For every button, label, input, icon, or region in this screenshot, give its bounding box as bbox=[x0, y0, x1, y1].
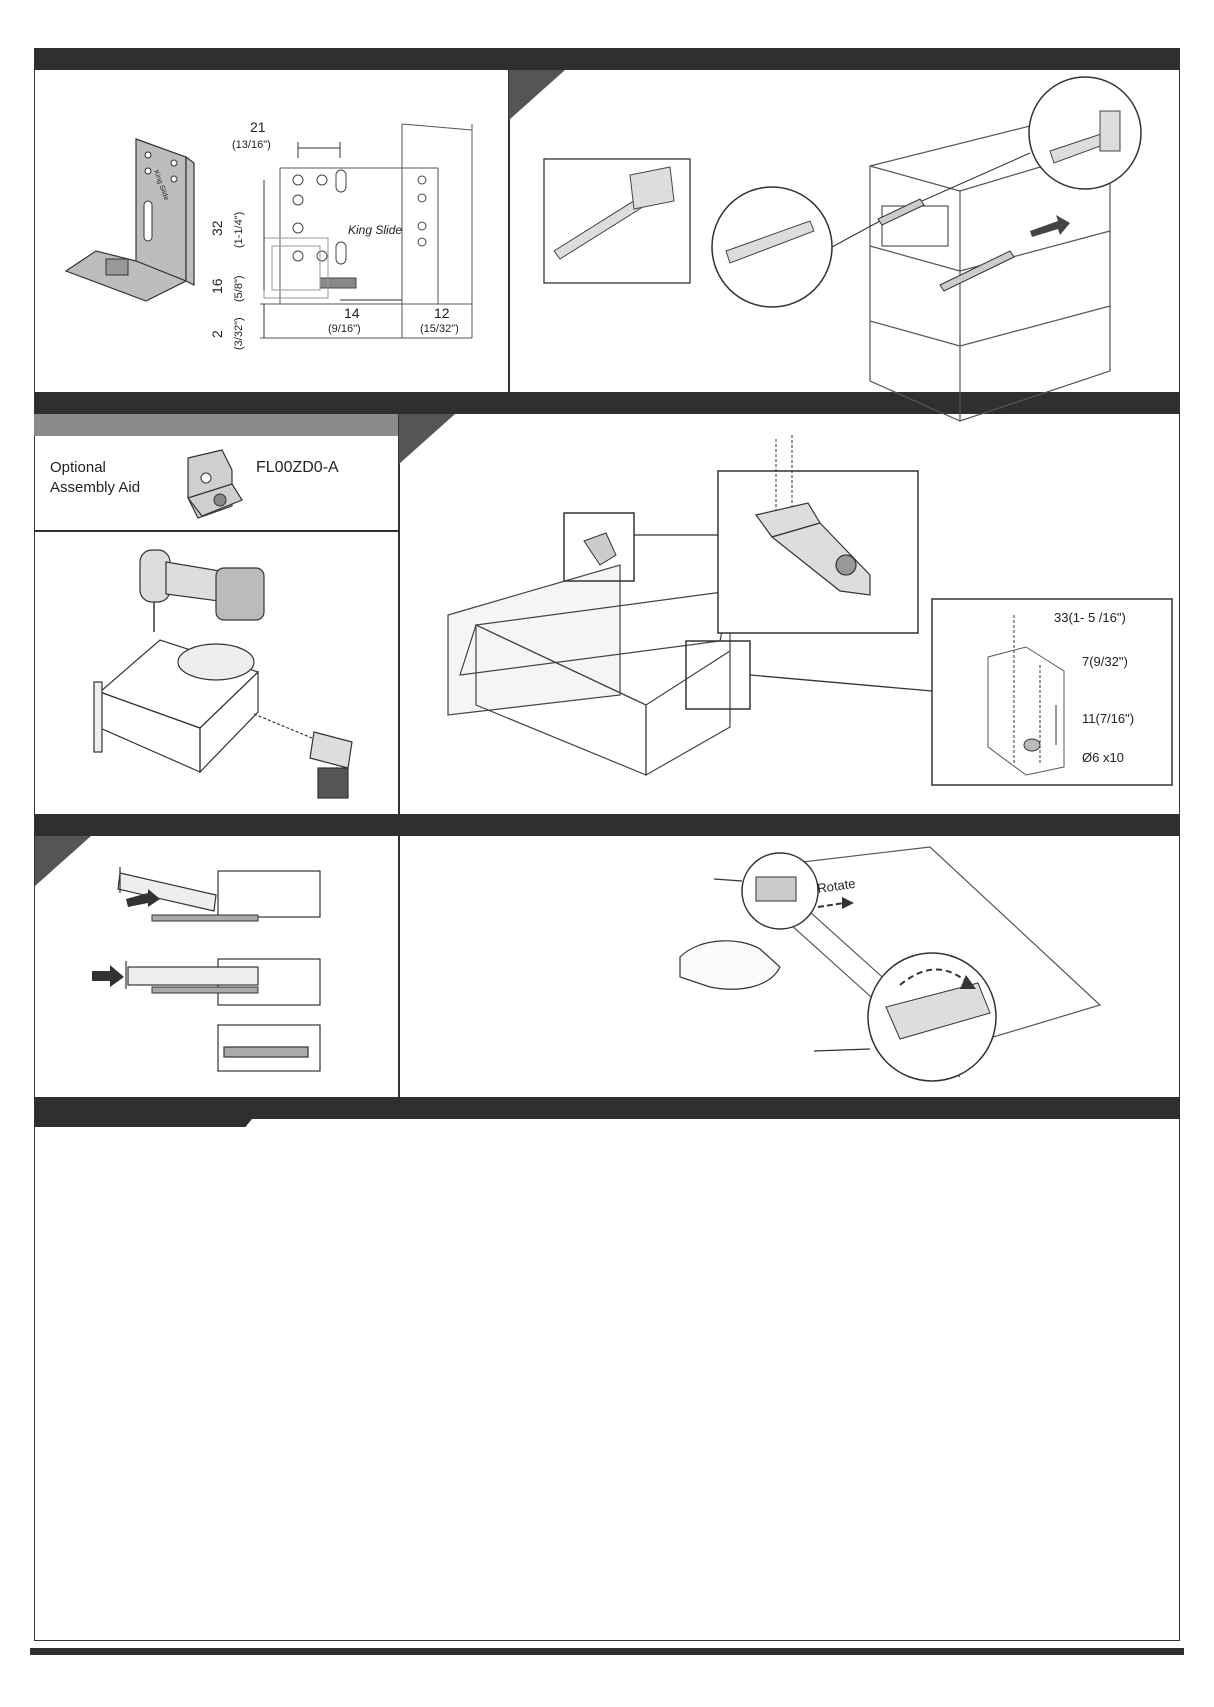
drawer-lock-illustration bbox=[400, 415, 1178, 813]
section-band-top bbox=[34, 48, 1180, 70]
dim-12-inch: (15/32") bbox=[420, 323, 459, 335]
dim-16: 16 bbox=[209, 278, 225, 294]
part-code: FL00ZD0-A bbox=[256, 459, 339, 476]
dim-12: 12 bbox=[434, 305, 450, 321]
dim-32-inch: (1-1/4") bbox=[233, 211, 245, 248]
dim-21-inch: (13/16") bbox=[232, 139, 271, 151]
dim-2-inch: (3/32") bbox=[233, 317, 245, 350]
mounting-dimension-drawing bbox=[209, 118, 480, 350]
dim-33: 33(1- 5 /16") bbox=[1054, 610, 1126, 625]
optional-label-line2: Assembly Aid bbox=[50, 479, 141, 496]
section-band-3 bbox=[34, 814, 1180, 836]
dim-14: 14 bbox=[344, 305, 360, 321]
rotate-label: Rotate bbox=[816, 875, 857, 896]
section-band-4 bbox=[34, 1097, 1180, 1119]
section-band-4-tab bbox=[34, 1119, 252, 1127]
assembly-aid-icon bbox=[178, 448, 248, 524]
bottom-rule bbox=[30, 1648, 1184, 1655]
cabinet-install-illustration bbox=[510, 71, 1178, 391]
drill-drawer-illustration bbox=[36, 532, 398, 814]
bracket-logo: King Slide bbox=[348, 223, 403, 237]
drawer-insert-steps bbox=[36, 837, 398, 1095]
dim-16-inch: (5/8") bbox=[233, 275, 245, 302]
section-band-2 bbox=[34, 392, 1180, 414]
optional-label-line1: Optional bbox=[50, 459, 106, 476]
dim-14-inch: (9/16") bbox=[328, 323, 361, 335]
dim-hole: Ø6 x10 bbox=[1082, 750, 1124, 765]
optional-aid-tab bbox=[34, 414, 398, 436]
dim-32: 32 bbox=[209, 220, 225, 236]
dim-21: 21 bbox=[250, 119, 266, 135]
dim-2: 2 bbox=[209, 330, 225, 338]
bracket-logo-mini: King Slide bbox=[152, 169, 170, 202]
rotate-adjust-illustration bbox=[400, 837, 1178, 1095]
dim-11: 11(7/16") bbox=[1082, 711, 1135, 726]
dim-7: 7(9/32") bbox=[1082, 654, 1128, 669]
